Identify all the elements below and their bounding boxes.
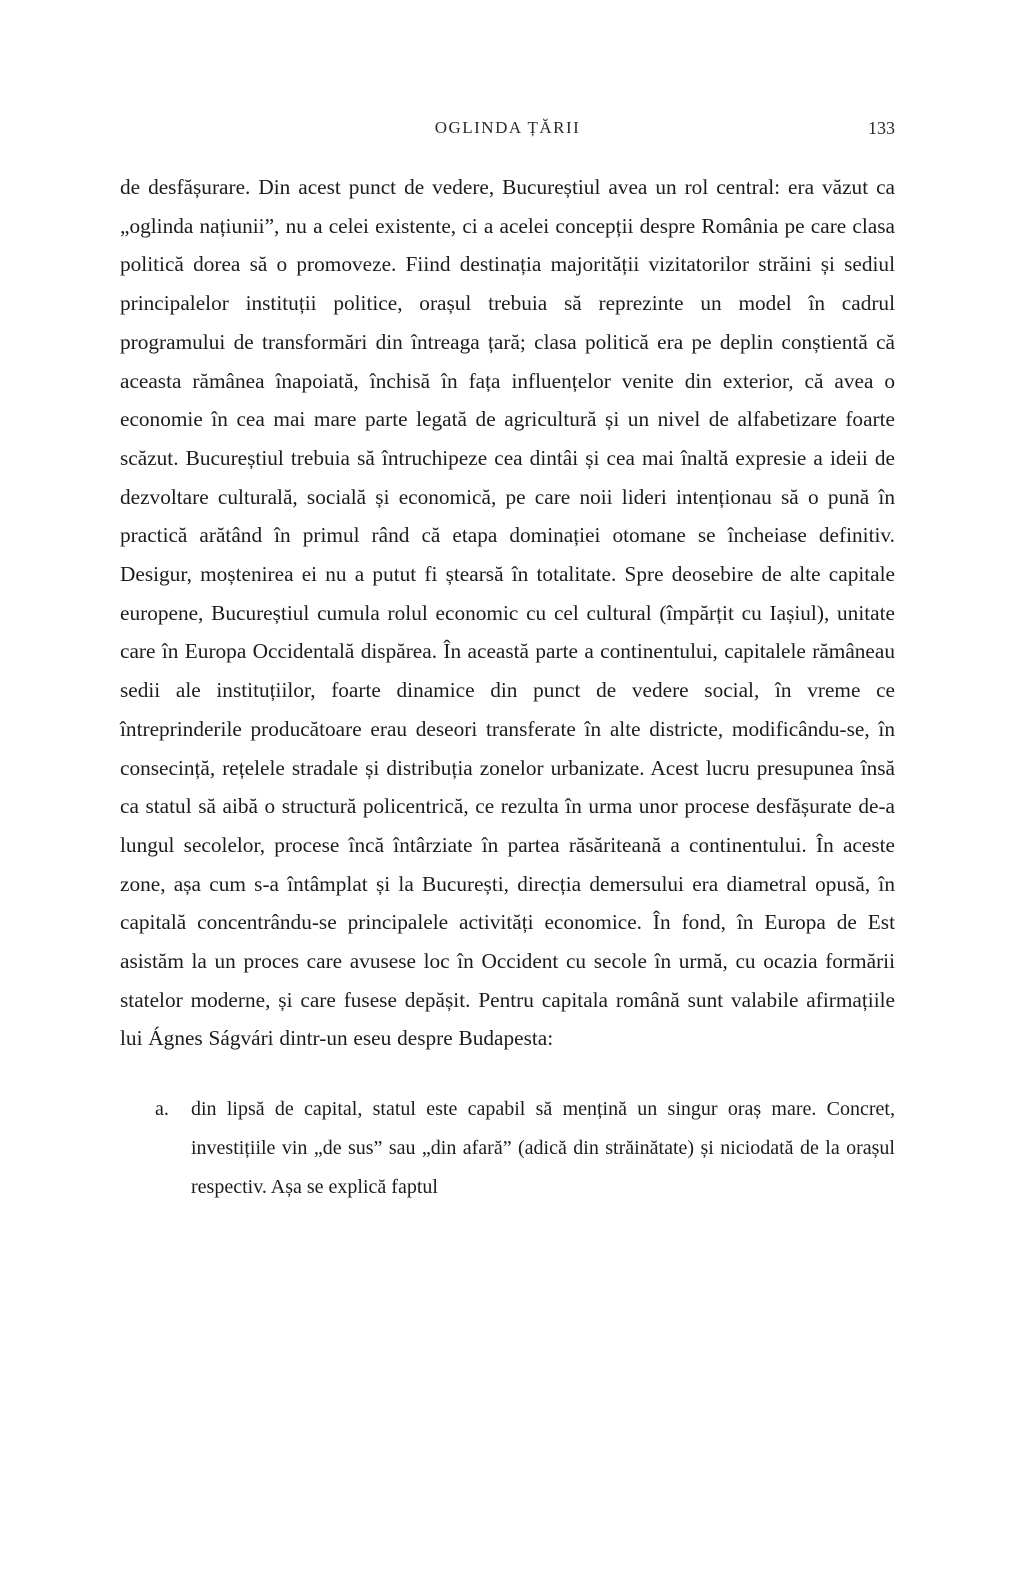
- quote-item-label: a.: [155, 1098, 169, 1121]
- page-number: 133: [868, 118, 895, 138]
- quote-list-item: [155, 1090, 895, 1206]
- body-paragraph: de desfășurare. Din acest punct de vedere, Bucureștiul avea un rol central: era văzut ca „oglinda națiunii”, nu a celei existente, ci a acelei concepții despre România pe care clasa politică dorea să o promoveze. Fiind destinația majorității vizitatorilor străini și sediul principalelor instituții politice, orașul trebuia să reprezinte un model în cadrul programului de transformări din întreaga țară; clasa politică era pe deplin conștientă că aceasta rămânea înapoiată, închisă în fața influențelor venite din exterior, că avea o economie în cea mai mare parte legată de agricultură și un nivel de alfabetizare foarte scăzut. Bucureștiul trebuia să întruchipeze cea dintâi și cea mai înaltă expresie a ideii de dezvoltare culturală, socială și economică, pe care noii lideri intenționau să o pună în practică arătând în primul rând că etapa dominației otomane se încheiase definitiv. Desigur, moștenirea ei nu a putut fi ștearsă în totalitate. Spre deosebire de alte capitale europene, Bucureștiul cumula rolul economic cu cel cultural (împărțit cu Iașiul), unitate care în Europa Occidentală dispărea. În această parte a continentului, capitalele rămâneau sedii ale instituțiilor, foarte dinamice din punct de vedere social, în vreme ce întreprinderile producătoare erau deseori transferate în alte districte, modificându-se, în consecință, rețelele stradale și distribuția zonelor urbanizate. Acest lucru presupunea însă ca statul să aibă o structură policentrică, ce rezulta în urma unor procese desfășurate de-a lungul secolelor, procese încă întârziate în partea răsăriteană a continentului. În aceste zone, așa cum s-a întâmplat și la București, direcția demersului era diametral opusă, în capitală concentrându-se principalele activități economice. În fond, în Europa de Est asistăm la un proces care avusese loc în Occident cu secole în urmă, cu ocazia formării statelor moderne, și care fusese depășit. Pentru capitala română sunt valabile afirmațiile lui Ágnes Ságvári dintr-un eseu despre Budapesta:: [120, 175, 895, 1051]
- running-title: OGLINDA ȚĂRII: [434, 118, 581, 137]
- page-header: [120, 118, 895, 144]
- quote-item-text: din lipsă de capital, statul este capabil să mențină un singur oraș mare. Concret, investițiile vin „de sus” sau „din afară” (adică din străinătate) și niciodată de la orașul respectiv. Așa se explică faptul: [191, 1098, 895, 1198]
